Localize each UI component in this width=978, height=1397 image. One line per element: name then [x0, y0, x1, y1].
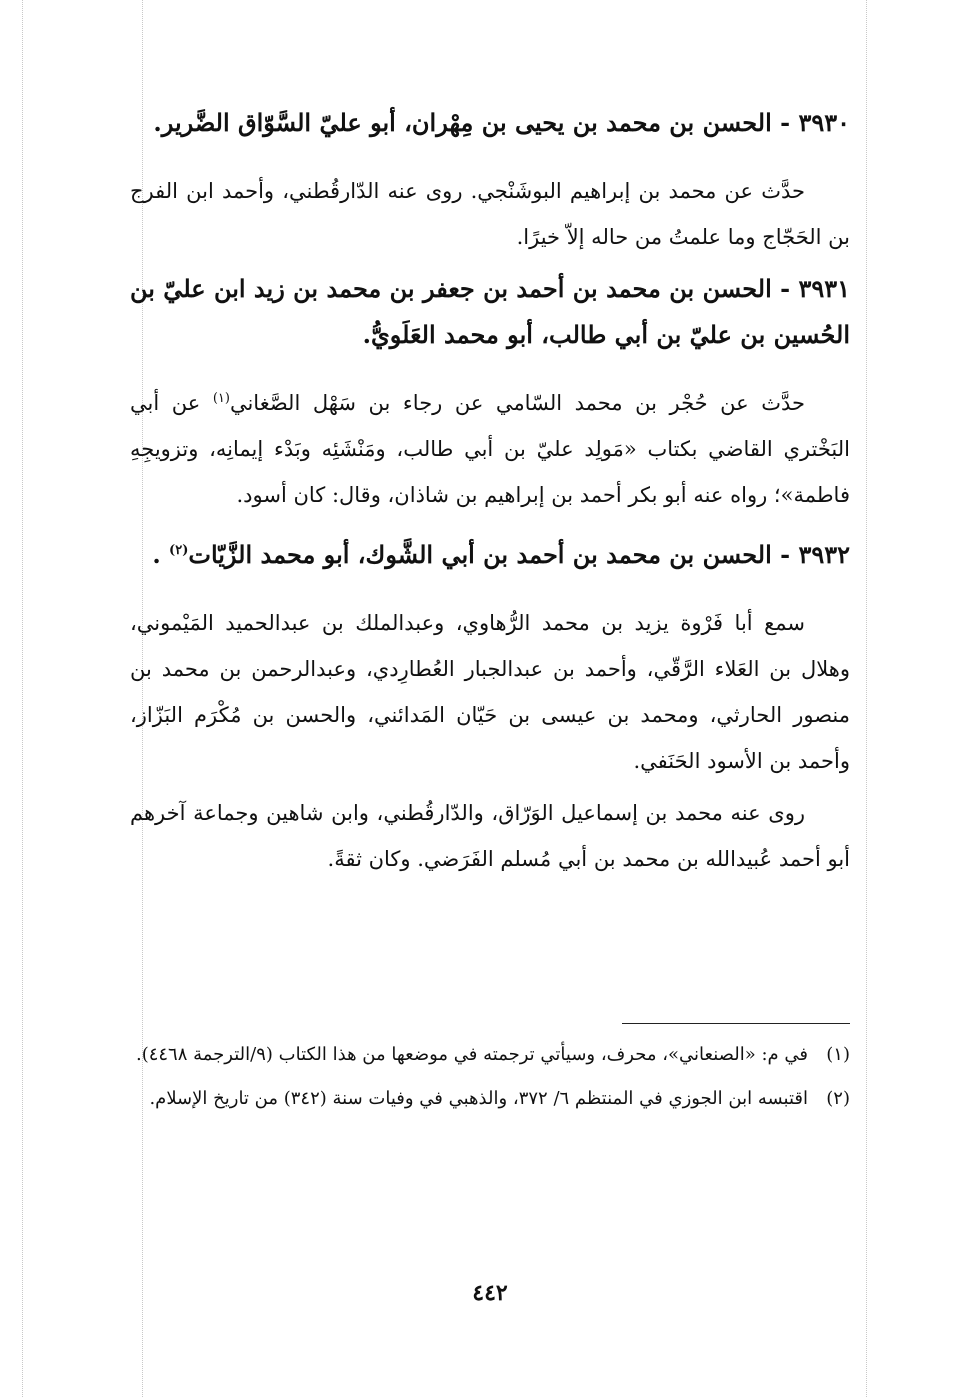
footnote-mark: (٢): [826, 1088, 850, 1109]
footnote-ref[interactable]: (١): [212, 391, 230, 406]
footnote-item: [130, 1038, 850, 1072]
entry-paragraph: سمع أبا فَرْوة يزيد بن محمد الرُّهاوي، وعبدالملك بن عبدالحميد المَيْموني، وهلال بن العَلاء الرَّقّي، وأحمد بن عبدالجبار العُطارِدي، وعبدالرحمن بن محمد بن منصور الحارثي، ومحمد بن عيسى بن حَيّان المَدائني، والحسن بن مُكْرَم البَزّاز، وأحمد بن الأسود الحَنَفي.: [130, 611, 850, 773]
paragraph-text: عن أبي البَخْتري القاضي بكتاب «مَولِد عليّ بن أبي طالب، ومَنْشَئِه وبَدْء إيمانِه، وتزويجِهِ فاطمة»؛ رواه عنه أبو بكر أحمد بن إبراهيم بن شاذان، وقال: كان أسود.: [130, 391, 850, 507]
footnote-ref[interactable]: (٢): [169, 543, 189, 558]
document-page: [130, 100, 850, 1360]
footnotes: [130, 1038, 850, 1126]
entry-heading: [130, 266, 850, 358]
entry-heading: [130, 100, 850, 146]
entry-paragraph: روى عنه محمد بن إسماعيل الوَرّاق، والدّارقُطني، وابن شاهين وجماعة آخرهم أبو أحمد عُبيدالله بن محمد بن أبي مُسلم الفَرَضي. وكان ثقةً.: [130, 801, 850, 871]
entry-heading-text: الحسن بن محمد بن يحيى بن مِهْران، أبو عليّ السَّوّاق الضَّرير.: [153, 108, 772, 137]
scan-margin-line: [22, 0, 23, 1397]
heading-end: .: [152, 540, 161, 569]
entry-heading: [130, 532, 850, 578]
entry-heading-text: الحسن بن محمد بن أحمد بن أبي الشَّوك، أبو محمد الزَّيّات: [188, 540, 772, 569]
scan-margin-line: [866, 0, 867, 1397]
entry-paragraph: حدَّث عن محمد بن إبراهيم البوشَنْجي. روى عنه الدّارقُطني، وأحمد ابن الفرج بن الحَجّاج وما علمتُ من حاله إلاّ خيرًا.: [130, 179, 850, 249]
entry-heading-text: الحسن بن محمد بن أحمد بن جعفر بن محمد بن زيد ابن عليّ بن الحُسين بن عليّ بن أبي طالب، أبو محمد العَلَويُّ.: [130, 274, 850, 349]
paragraph-text: حدَّث عن حُجْر بن محمد السّامي عن رجاء بن سَهْل الصَّغاني: [229, 391, 806, 415]
entry-dash: -: [771, 108, 791, 137]
entry-number: ٣٩٣٠: [798, 108, 850, 137]
entry-dash: -: [771, 540, 791, 569]
page-number: ٤٤٢: [472, 1280, 508, 1306]
footnote-divider: [622, 1023, 850, 1024]
entry-dash: -: [771, 274, 791, 303]
entry-paragraph: [130, 380, 850, 518]
footnote-text: اقتبسه ابن الجوزي في المنتظم ٦/ ٣٧٢، والذهبي في وفيات سنة (٣٤٢) من تاريخ الإسلام.: [149, 1088, 808, 1109]
footnote-item: [130, 1082, 850, 1116]
entry-number: ٣٩٣١: [798, 274, 850, 303]
footnote-mark: (١): [826, 1044, 850, 1065]
entry-number: ٣٩٣٢: [798, 540, 850, 569]
footnote-text: في م: «الصنعاني»، محرف، وسيأتي ترجمته في موضعها من هذا الكتاب (٩/الترجمة ٤٤٦٨).: [135, 1044, 808, 1065]
